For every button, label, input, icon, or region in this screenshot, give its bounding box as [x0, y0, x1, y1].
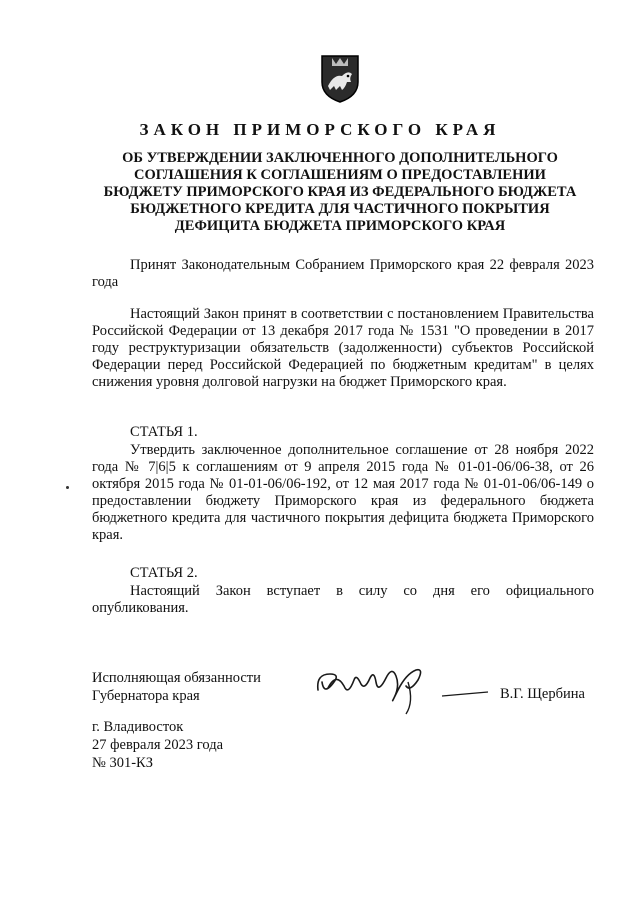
preamble-paragraph	[92, 306, 594, 391]
handwritten-signature-icon	[310, 652, 500, 722]
law-subject	[80, 150, 600, 235]
article-2-heading: СТАТЬЯ 2.	[130, 565, 198, 581]
preamble-text: Настоящий Закон принят в соответствии с постановлением Правительства Российской Федерации от 13 декабря 2017 года № 1531 "О проведении в 2017 году реструктуризации обязательств (задолженности) субъектов Российской Федерации перед Российской Федерацией по бюджетным кредитам" в целях снижения уровня долговой нагрузки на бюджет Приморского края.	[92, 306, 594, 390]
coat-of-arms-icon	[318, 52, 362, 104]
city: г. Владивосток	[92, 719, 184, 735]
subject-line: СОГЛАШЕНИЯ К СОГЛАШЕНИЯМ О ПРЕДОСТАВЛЕНИИ	[134, 167, 546, 183]
law-title: ЗАКОН ПРИМОРСКОГО КРАЯ	[139, 120, 501, 139]
article-1-text: Утвердить заключенное дополнительное соглашение от 28 ноября 2022 года № 7|6|5 к соглашениям от 9 апреля 2015 года № 01-01-06/06-38, от 26 октября 2015 года № 01-01-06/06-192, от 12 мая 2017 года № 01-01-06/06-149 о предоставлении бюджету Приморского края из федерального бюджета бюджетного кредита для частичного покрытия дефицита бюджета Приморского края.	[92, 442, 594, 543]
signatory-role	[92, 669, 261, 705]
law-number: № 301-КЗ	[92, 755, 153, 771]
subject-line: БЮДЖЕТУ ПРИМОРСКОГО КРАЯ ИЗ ФЕДЕРАЛЬНОГО БЮДЖЕТА	[103, 184, 577, 200]
signing-date: 27 февраля 2023 года	[92, 737, 224, 753]
stray-mark	[66, 486, 69, 489]
subject-line: ДЕФИЦИТА БЮДЖЕТА ПРИМОРСКОГО КРАЯ	[174, 218, 506, 234]
signatory-name: В.Г. Щербина	[500, 686, 585, 702]
signatory-role-line: Исполняющая обязанности	[92, 670, 261, 686]
subject-line: ОБ УТВЕРЖДЕНИИ ЗАКЛЮЧЕННОГО ДОПОЛНИТЕЛЬНОГО	[122, 150, 558, 166]
document-footer	[92, 718, 223, 772]
subject-line: БЮДЖЕТНОГО КРЕДИТА ДЛЯ ЧАСТИЧНОГО ПОКРЫТИЯ	[130, 201, 550, 217]
article-1-paragraph	[92, 442, 594, 544]
article-1-heading: СТАТЬЯ 1.	[130, 424, 198, 440]
article-2-paragraph	[92, 583, 594, 617]
article-2-text: Настоящий Закон вступает в силу со дня его официального опубликования.	[92, 583, 594, 616]
adoption-text: Принят Законодательным Собранием Приморского края 22 февраля 2023 года	[92, 257, 594, 290]
adoption-paragraph	[92, 257, 594, 291]
signatory-role-line: Губернатора края	[92, 688, 200, 704]
